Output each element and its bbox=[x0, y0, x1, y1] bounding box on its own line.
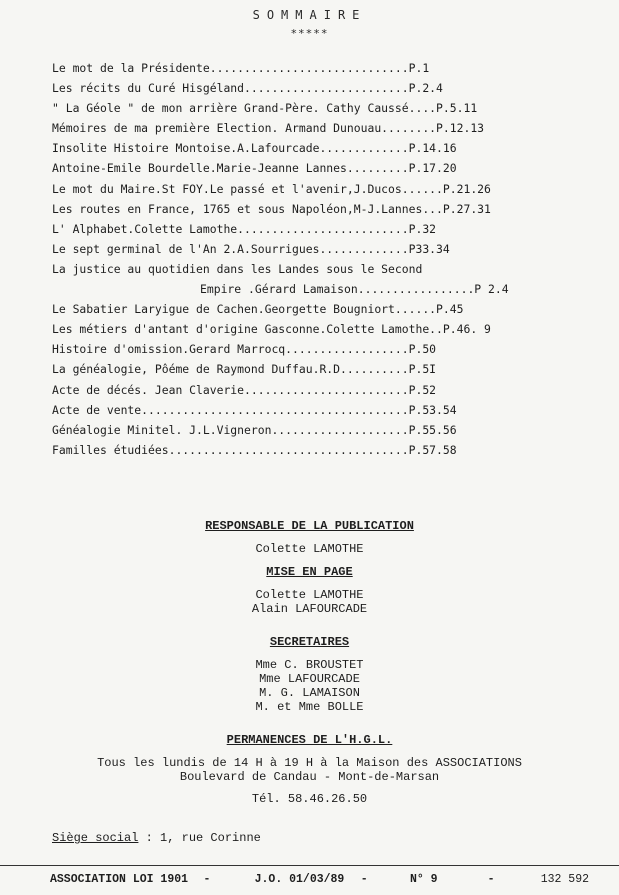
toc-entry: Acte de vente.......................................P.53.54 bbox=[52, 402, 457, 417]
permanences-line: Boulevard de Candau - Mont-de-Marsan bbox=[179, 770, 440, 784]
footer-journal-officiel: J.O. 01/03/89 bbox=[254, 873, 345, 886]
toc-entry: Acte de décés. Jean Claverie........................P.52 bbox=[52, 382, 437, 397]
table-of-contents bbox=[52, 58, 557, 460]
siege-address: : 1, rue Corinne bbox=[138, 831, 261, 845]
toc-entry: La généalogie, Pôéme de Raymond Duffau.R.D..........P.5I bbox=[52, 362, 437, 377]
toc-entry: Le mot de la Présidente.............................P.1 bbox=[52, 61, 430, 75]
responsable-heading: RESPONSABLE DE LA PUBLICATION bbox=[205, 519, 414, 533]
footer-divider bbox=[0, 865, 619, 866]
mise-en-page-name: Colette LAMOTHE bbox=[255, 588, 364, 602]
toc-entry: Généalogie Minitel. J.L.Vigneron....................P.55.56 bbox=[52, 422, 457, 437]
toc-entry-continued: Empire .Gérard Lamaison.................P 2.4 bbox=[200, 282, 509, 297]
mise-en-page-heading: MISE EN PAGE bbox=[266, 565, 353, 579]
secretaires-heading: SECRETAIRES bbox=[269, 635, 350, 649]
secretaire-name: Mme C. BROUSTET bbox=[255, 658, 364, 672]
toc-entry: Familles étudiées...................................P.57.58 bbox=[52, 442, 457, 457]
footer-separator: - bbox=[360, 873, 368, 886]
footer-issue-number: N° 9 bbox=[409, 873, 438, 886]
permanences-heading: PERMANENCES DE L'H.G.L. bbox=[226, 733, 393, 747]
toc-entry: Mémoires de ma première Election. Armand Dunouau........P.12.13 bbox=[52, 121, 485, 136]
toc-entry: Le mot du Maire.St FOY.Le passé et l'avenir,J.Ducos......P.21.26 bbox=[52, 181, 491, 196]
mise-en-page-name: Alain LAFOURCADE bbox=[251, 602, 368, 616]
toc-entry: " La Géole " de mon arrière Grand-Père. Cathy Caussé....P.5.11 bbox=[52, 101, 478, 116]
siege-social bbox=[52, 831, 261, 845]
secretaire-name: M. G. LAMAISON bbox=[259, 686, 360, 700]
toc-entry: Les récits du Curé Hisgéland........................P.2.4 bbox=[52, 81, 443, 96]
toc-entry: La justice au quotidien dans les Landes sous le Second bbox=[52, 261, 423, 276]
secretaire-name: Mme LAFOURCADE bbox=[259, 672, 360, 686]
footer-association: ASSOCIATION LOI 1901 bbox=[50, 873, 189, 886]
footer-separator: - bbox=[203, 873, 211, 886]
toc-entry: Insolite Histoire Montoise.A.Lafourcade.............P.14.16 bbox=[52, 141, 457, 156]
toc-entry: Les routes en France, 1765 et sous Napoléon,M-J.Lannes...P.27.31 bbox=[52, 201, 491, 216]
siege-label: Siège social bbox=[52, 831, 139, 845]
toc-entry: Le Sabatier Laryigue de Cachen.Georgette Bougniort......P.45 bbox=[52, 302, 464, 317]
permanences-line: Tous les lundis de 14 H à 19 H à la Maison des ASSOCIATIONS bbox=[97, 756, 522, 770]
footer-separator: - bbox=[487, 873, 495, 886]
summary-title: SOMMAIRE bbox=[252, 8, 367, 22]
toc-entry: Histoire d'omission.Gerard Marrocq..................P.50 bbox=[52, 342, 437, 357]
footer bbox=[50, 873, 589, 886]
toc-entry: L' Alphabet.Colette Lamothe.........................P.32 bbox=[52, 221, 437, 236]
credits-section bbox=[0, 518, 619, 806]
telephone: Tél. 58.46.26.50 bbox=[251, 792, 368, 806]
responsable-name: Colette LAMOTHE bbox=[255, 542, 364, 556]
toc-entry: Antoine-Emile Bourdelle.Marie-Jeanne Lannes.........P.17.20 bbox=[52, 161, 457, 176]
toc-entry: Les métiers d'antant d'origine Gasconne.Colette Lamothe..P.46. 9 bbox=[52, 322, 491, 337]
toc-entry: Le sept germinal de l'An 2.A.Sourrigues.............P33.34 bbox=[52, 241, 450, 256]
title-stars: ***** bbox=[290, 27, 329, 40]
secretaire-name: M. et Mme BOLLE bbox=[255, 700, 364, 714]
footer-code: 132 592 bbox=[540, 873, 589, 886]
